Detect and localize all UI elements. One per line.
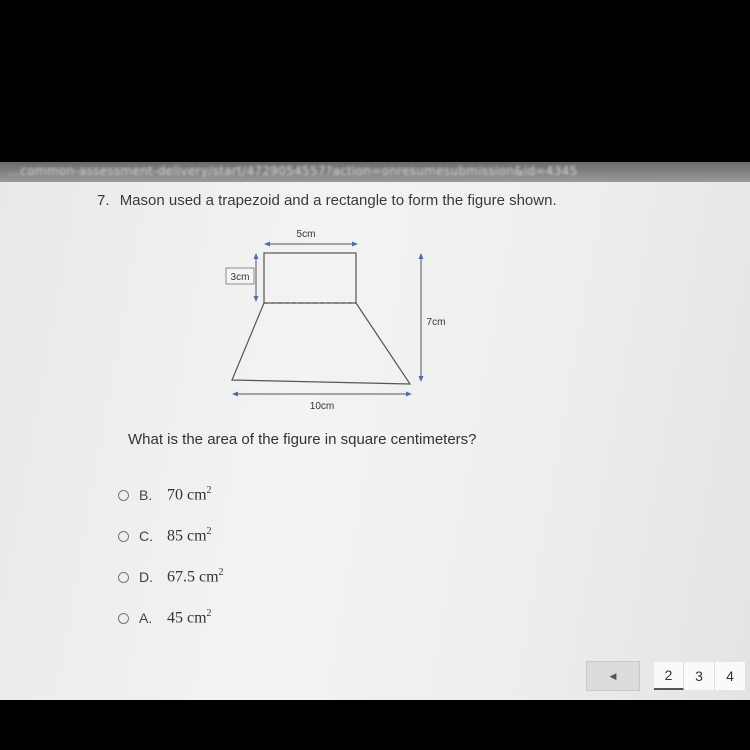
option-letter: D. [139,569,153,585]
option-letter: A. [139,610,153,626]
label-3cm: 3cm [230,272,250,283]
label-7cm: 7cm [426,317,446,328]
option-value: 85 $cm^2$ [167,526,212,545]
option-value: 67.5 $cm^2$ [167,567,224,586]
question-body: Mason used a trapezoid and a rectangle to form the figure shown. [119,192,557,209]
option-value: 70 $cm^2$ [167,485,212,504]
arrow-head-icon [352,242,358,247]
radio-button[interactable] [118,531,129,542]
trapezoid-shape [232,303,410,384]
label-5cm: 5cm [296,229,316,240]
radio-button[interactable] [118,490,129,501]
arrow-head-icon [254,253,259,259]
question-text [97,192,557,209]
page-3-link[interactable]: 3 [684,662,715,690]
browser-url-bar[interactable] [0,162,750,182]
page-2-link[interactable]: 2 [654,662,684,690]
arrow-head-icon [264,242,270,247]
photo-border-bottom [0,700,750,750]
answer-option-c[interactable] [118,525,212,547]
arrow-head-icon [419,253,424,259]
radio-button[interactable] [118,613,129,624]
trapezoid-rectangle-figure [218,222,468,417]
option-letter: C. [139,528,153,544]
question-number: 7. [97,192,110,209]
url-text: …common-assessment-delivery/start/4729054557?action=onresumesubmission&id=4345 [8,164,578,178]
answer-option-a[interactable] [118,607,212,629]
photo-border-top [0,0,750,162]
question-prompt: What is the area of the figure in square centimeters? [128,431,477,448]
arrow-head-icon [232,392,238,397]
option-value: 45 $cm^2$ [167,608,212,627]
left-arrow-icon: ◀ [609,670,617,681]
radio-button[interactable] [118,572,129,583]
answer-option-b[interactable] [118,484,212,506]
pagination [586,662,746,690]
answer-option-d[interactable] [118,566,224,588]
arrow-head-icon [254,296,259,302]
rectangle-shape [264,253,356,303]
page-4-link[interactable]: 4 [715,662,746,690]
arrow-head-icon [406,392,412,397]
previous-page-button[interactable] [586,661,640,691]
arrow-head-icon [419,376,424,382]
label-10cm: 10cm [309,401,335,412]
option-letter: B. [139,487,153,503]
